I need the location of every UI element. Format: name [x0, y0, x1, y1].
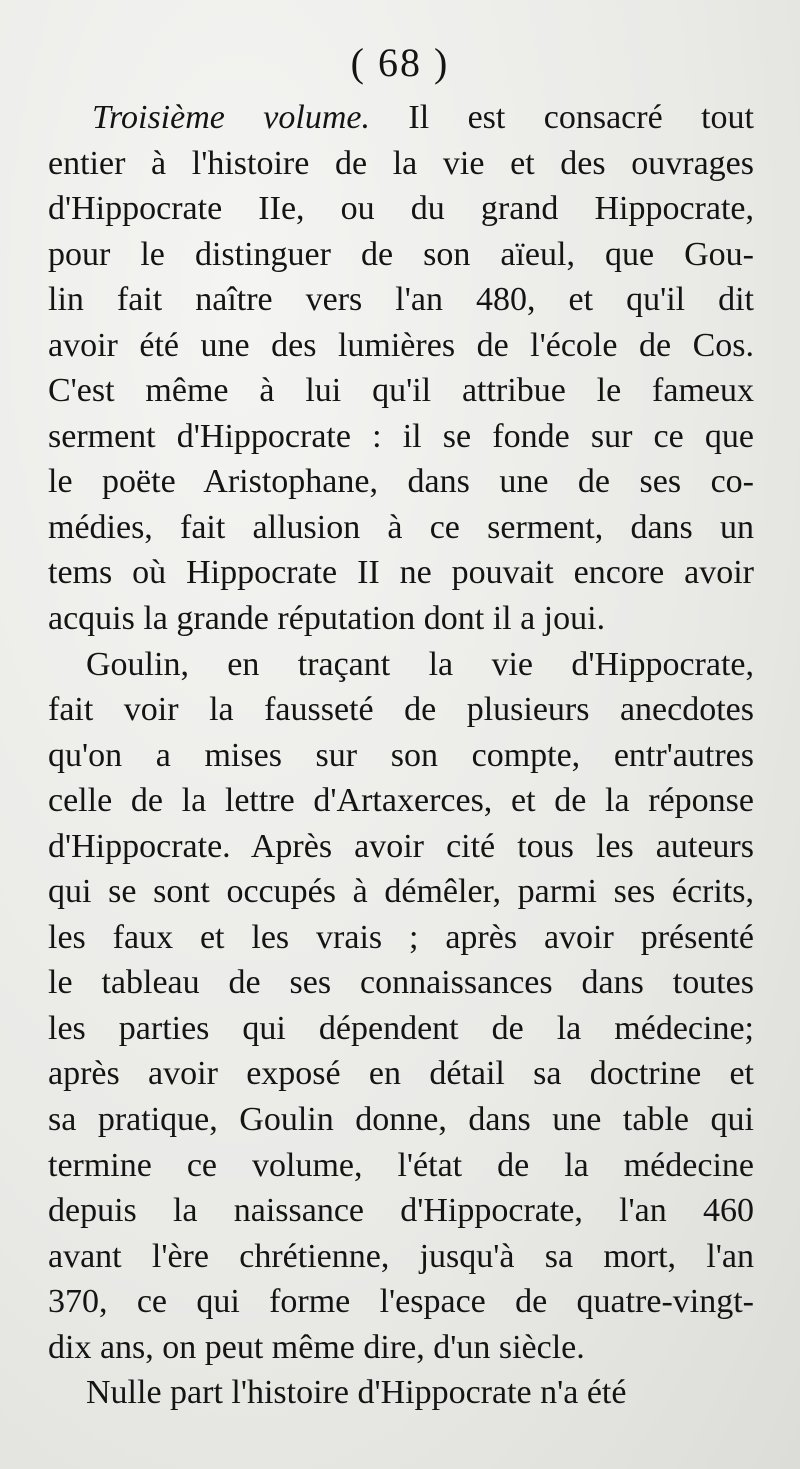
text-line	[48, 733, 754, 779]
line-text: Nulle part l'histoire d'Hippocrate n'a été	[86, 1374, 627, 1412]
text-line	[48, 596, 754, 642]
line-text: médies, fait allusion à ce serment, dans un	[48, 508, 754, 546]
text-line	[48, 960, 754, 1006]
page-number: ( 68 )	[350, 40, 450, 85]
text-line	[48, 368, 754, 414]
text-line	[48, 186, 754, 232]
line-text: termine ce volume, l'état de la médecine	[48, 1146, 754, 1184]
line-text: tems où Hippocrate II ne pouvait encore avoir	[48, 554, 754, 592]
line-text: Goulin, en traçant la vie d'Hippocrate,	[86, 645, 754, 683]
line-text: sa pratique, Goulin donne, dans une table qui	[48, 1101, 754, 1139]
italic-lead: Troisième volume.	[92, 99, 370, 136]
text-line	[48, 1143, 754, 1189]
text-line	[48, 687, 754, 733]
text-line	[48, 1325, 754, 1371]
text-line	[48, 95, 754, 141]
line-text: avant l'ère chrétienne, jusqu'à sa mort, l'an	[48, 1237, 754, 1275]
paragraph	[48, 95, 754, 642]
line-text: C'est même à lui qu'il attribue le fameux	[48, 372, 754, 410]
text-line	[48, 1370, 754, 1416]
text-line	[48, 1188, 754, 1234]
line-text: lin fait naître vers l'an 480, et qu'il dit	[48, 281, 754, 319]
line-text: dix ans, on peut même dire, d'un siècle.	[48, 1328, 585, 1366]
line-text: 370, ce qui forme l'espace de quatre-vingt-	[48, 1283, 754, 1321]
paragraph	[48, 642, 754, 1371]
paragraph	[48, 1370, 754, 1416]
text-line	[48, 277, 754, 323]
line-text: qu'on a mises sur son compte, entr'autres	[48, 736, 754, 774]
line-text: qui se sont occupés à démêler, parmi ses écrits,	[48, 873, 754, 911]
line-text: le poëte Aristophane, dans une de ses co-	[48, 463, 754, 501]
text-line	[48, 869, 754, 915]
text-line	[48, 414, 754, 460]
line-text: les parties qui dépendent de la médecine;	[48, 1009, 754, 1047]
text-line	[48, 778, 754, 824]
text-line	[48, 915, 754, 961]
text-line	[48, 141, 754, 187]
line-text: le tableau de ses connaissances dans toutes	[48, 964, 754, 1002]
text-line	[48, 505, 754, 551]
line-text: depuis la naissance d'Hippocrate, l'an 460	[48, 1192, 754, 1230]
line-text: d'Hippocrate IIe, ou du grand Hippocrate,	[48, 190, 754, 228]
text-line	[48, 459, 754, 505]
line-text: Il est consacré tout	[369, 99, 754, 136]
line-text: les faux et les vrais ; après avoir présenté	[48, 918, 754, 956]
line-text: après avoir exposé en détail sa doctrine et	[48, 1055, 754, 1093]
text-line	[48, 824, 754, 870]
text-line	[48, 323, 754, 369]
text-line	[48, 1097, 754, 1143]
text-line	[48, 1234, 754, 1280]
text-line	[48, 232, 754, 278]
text-line	[48, 1279, 754, 1325]
text-line	[48, 1051, 754, 1097]
text-line	[48, 550, 754, 596]
line-text: pour le distinguer de son aïeul, que Gou-	[48, 235, 754, 273]
line-text: serment d'Hippocrate : il se fonde sur ce que	[48, 417, 754, 455]
line-text: entier à l'histoire de la vie et des ouvrages	[48, 144, 754, 182]
line-text: d'Hippocrate. Après avoir cité tous les auteurs	[48, 827, 754, 865]
body-text	[48, 95, 754, 1416]
line-text: celle de la lettre d'Artaxerces, et de la réponse	[48, 782, 754, 820]
line-text: fait voir la fausseté de plusieurs anecdotes	[48, 691, 754, 729]
text-line	[48, 642, 754, 688]
text-line	[48, 1006, 754, 1052]
line-text: acquis la grande réputation dont il a joui.	[48, 600, 606, 638]
line-text: avoir été une des lumières de l'école de Cos.	[48, 326, 754, 364]
